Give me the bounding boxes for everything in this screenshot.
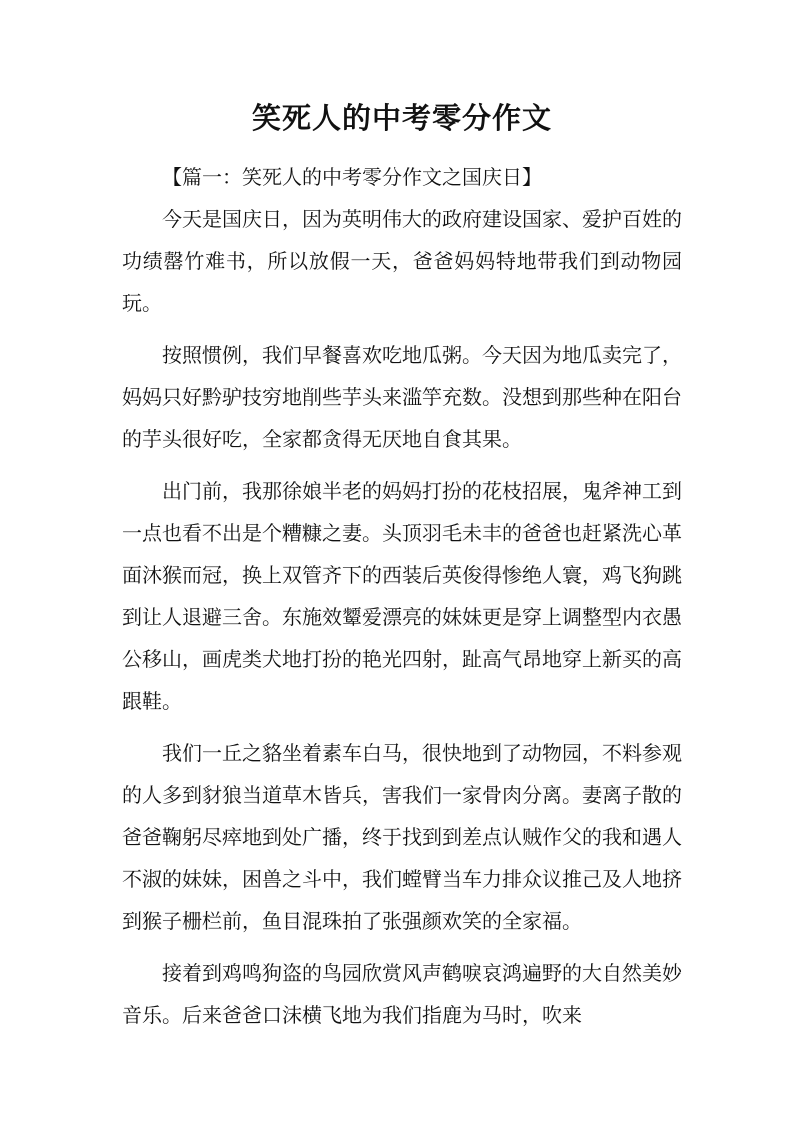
document-title: 笑死人的中考零分作文 [251, 101, 552, 135]
section-heading: 【篇一：笑死人的中考零分作文之国庆日】 [162, 165, 542, 189]
paragraph-4: 我们一丘之貉坐着素车白马，很快地到了动物园，不料参观的人多到豺狼当道草木皆兵，害我们一家骨肉分离。妻离子散的爸爸鞠躬尽瘁地到处广播，终于找到到差点认贼作父的我和遇人不淑的妹妹，困兽之斗中，我们螳臂当车力排众议推己及人地挤到猴子栅栏前，鱼目混珠拍了张强颜欢笑的全家福。 [122, 741, 682, 933]
paragraph-2: 按照惯例，我们早餐喜欢吃地瓜粥。今天因为地瓜卖完了，妈妈只好黔驴技穷地削些芋头来滥竽充数。没想到那些种在阳台的芋头很好吃，全家都贪得无厌地自食其果。 [122, 343, 682, 451]
paragraph-5: 接着到鸡鸣狗盗的鸟园欣赏风声鹤唳哀鸿遍野的大自然美妙音乐。后来爸爸口沫横飞地为我们指鹿为马时，吹来 [122, 961, 682, 1027]
paragraph-1: 今天是国庆日，因为英明伟大的政府建设国家、爱护百姓的功绩罄竹难书，所以放假一天，爸爸妈妈特地带我们到动物园玩。 [122, 207, 682, 315]
paragraph-3: 出门前，我那徐娘半老的妈妈打扮的花枝招展，鬼斧神工到一点也看不出是个糟糠之妻。头顶羽毛未丰的爸爸也赶紧洗心革面沐猴而冠，换上双管齐下的西装后英俊得惨绝人寰，鸡飞狗跳到让人退避三舍。东施效颦爱漂亮的妹妹更是穿上调整型内衣愚公移山，画虎类犬地打扮的艳光四射，趾高气昂地穿上新买的高跟鞋。 [122, 479, 682, 713]
